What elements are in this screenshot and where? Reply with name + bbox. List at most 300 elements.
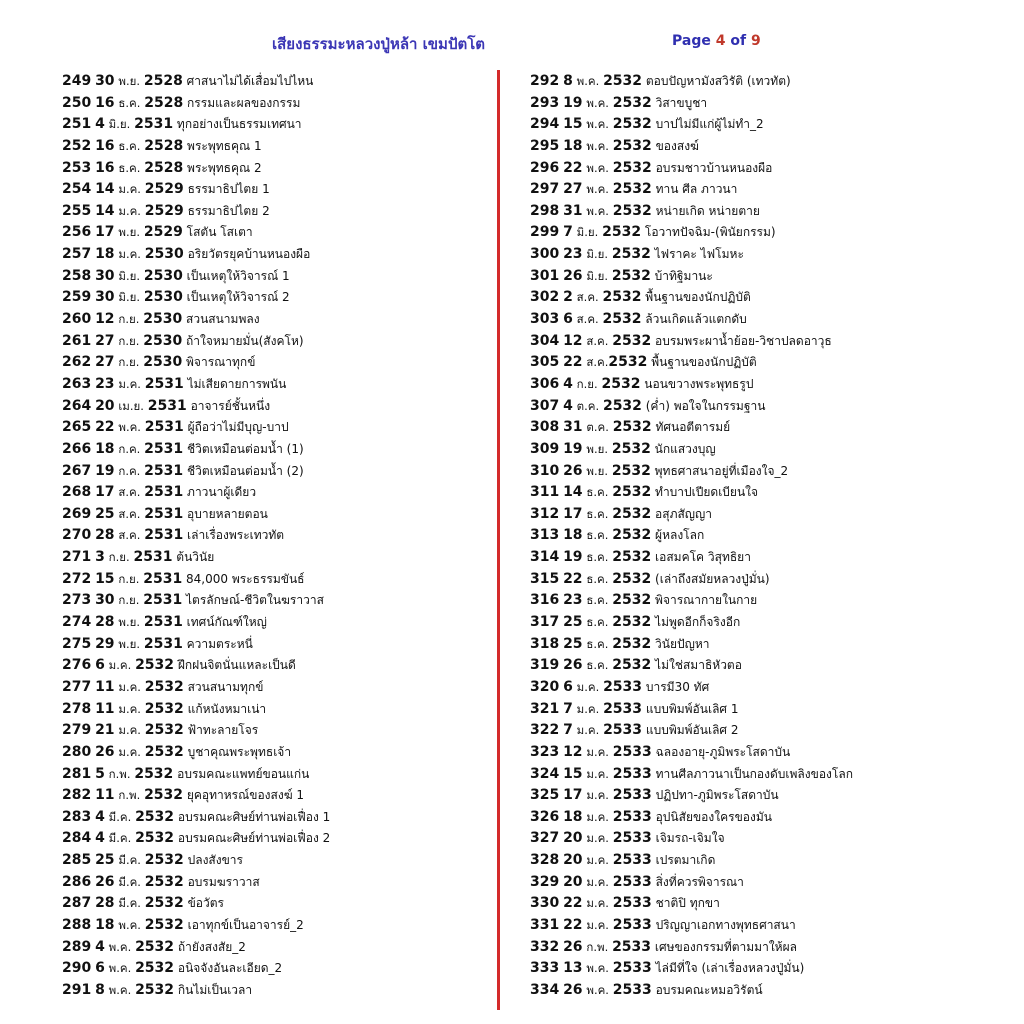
entry-number: 280 <box>62 743 92 760</box>
entry-year: 2532 <box>144 895 184 912</box>
entry-title: สิ่งที่ควรพิจารณา <box>655 874 744 889</box>
entry-number: 278 <box>62 700 92 717</box>
entry-number: 286 <box>62 873 92 890</box>
entry-title: วินัยปัญหา <box>655 636 710 651</box>
entry-day: 20 <box>563 830 583 847</box>
entry-number: 264 <box>62 397 92 414</box>
entry-number: 322 <box>530 722 560 739</box>
entry-title: ไม่เสียดายการพนัน <box>187 376 287 391</box>
entry-year: 2532 <box>612 419 652 436</box>
entry-month: มี.ค. <box>108 831 132 846</box>
entry-number: 299 <box>530 224 560 241</box>
entry-day: 11 <box>95 678 115 695</box>
entry-number: 253 <box>62 159 92 176</box>
entry-title: บาปไม่มีแก่ผู้ไม่ทำ_2 <box>655 117 764 132</box>
entry-year: 2533 <box>603 700 643 717</box>
entry-day: 7 <box>563 224 573 241</box>
list-item <box>530 244 1010 266</box>
entry-number: 311 <box>530 484 560 501</box>
entry-number: 296 <box>530 159 560 176</box>
entry-day: 25 <box>563 635 583 652</box>
list-item <box>62 309 492 331</box>
entry-month: ส.ค. <box>586 355 609 370</box>
right-column-list <box>530 71 1010 1002</box>
entry-month: ม.ค. <box>118 744 141 759</box>
entry-day: 11 <box>95 700 115 717</box>
entry-month: ส.ค. <box>118 485 141 500</box>
entry-number: 304 <box>530 332 560 349</box>
entry-day: 31 <box>563 202 583 219</box>
list-item <box>62 201 492 223</box>
list-item <box>530 71 1010 93</box>
entry-number: 298 <box>530 202 560 219</box>
entry-year: 2530 <box>143 311 183 328</box>
list-item <box>530 114 1010 136</box>
entry-month: มี.ค. <box>108 809 132 824</box>
entry-month: ธ.ค. <box>586 506 609 521</box>
entry-title: บารมี30 ทัศ <box>645 679 710 694</box>
entry-number: 263 <box>62 375 92 392</box>
entry-day: 8 <box>95 981 105 998</box>
list-item <box>530 309 1010 331</box>
entry-month: ก.ย. <box>118 312 140 327</box>
entry-month: ก.พ. <box>118 788 141 803</box>
entry-title: หน่ายเกิด หน่ายตาย <box>655 203 760 218</box>
entry-month: ม.ค. <box>118 679 141 694</box>
entry-year: 2530 <box>143 289 183 306</box>
entry-title: ต้นวินัย <box>176 550 215 565</box>
list-item <box>62 612 492 634</box>
list-item <box>530 828 1010 850</box>
entry-number: 306 <box>530 375 560 392</box>
entry-day: 18 <box>563 137 583 154</box>
entry-title: ยุคอุทาหรณ์ของสงฆ์ 1 <box>186 788 305 803</box>
entry-month: ก.ย. <box>118 571 140 586</box>
entry-title: ไม่พูดอีกก็จริงอีก <box>655 615 741 630</box>
page-current: 4 <box>715 33 726 49</box>
entry-number: 256 <box>62 224 92 241</box>
list-item <box>62 158 492 180</box>
entry-month: พ.ค. <box>576 74 600 88</box>
entry-year: 2532 <box>135 657 175 674</box>
entry-title: พื้นฐานของนักปฏิบัติ <box>651 355 757 370</box>
entry-year: 2532 <box>144 873 184 890</box>
entry-day: 19 <box>563 549 583 566</box>
entry-year: 2532 <box>135 981 175 998</box>
entry-month: ธ.ค. <box>586 658 609 673</box>
entry-year: 2529 <box>143 224 183 241</box>
entry-day: 8 <box>563 73 573 89</box>
entry-day: 7 <box>563 700 573 717</box>
entry-number: 327 <box>530 830 560 847</box>
entry-year: 2533 <box>612 743 652 760</box>
entry-day: 12 <box>95 311 115 328</box>
column-divider <box>497 70 500 1010</box>
entry-year: 2533 <box>612 895 652 912</box>
list-item <box>530 807 1010 829</box>
entry-month: พ.ค. <box>118 420 141 435</box>
entry-day: 14 <box>563 484 583 501</box>
entry-day: 4 <box>95 808 105 825</box>
entry-month: ธ.ค. <box>118 138 141 153</box>
entry-year: 2530 <box>143 354 183 371</box>
entry-year: 2528 <box>144 94 184 111</box>
list-item <box>530 158 1010 180</box>
entry-title: ผู้หลงโลก <box>655 528 705 543</box>
list-item <box>62 114 492 136</box>
list-item <box>62 655 492 677</box>
list-item <box>530 742 1010 764</box>
entry-year: 2532 <box>144 743 184 760</box>
list-item <box>62 93 492 115</box>
entry-number: 330 <box>530 895 560 912</box>
entry-year: 2533 <box>612 873 652 890</box>
entry-day: 26 <box>563 657 583 674</box>
entry-day: 26 <box>563 981 583 998</box>
entry-month: ต.ค. <box>586 420 609 435</box>
entry-number: 332 <box>530 938 560 955</box>
entry-title: กรรมและผลของกรรม <box>187 95 301 110</box>
entry-number: 289 <box>62 938 92 955</box>
entry-title: ชีวิตเหมือนต่อมน้ำ (1) <box>186 441 304 456</box>
entry-day: 19 <box>95 462 115 479</box>
entry-year: 2532 <box>144 787 184 804</box>
entry-month: ม.ค. <box>118 247 141 262</box>
entry-month: มิ.ย. <box>586 247 609 262</box>
entry-number: 324 <box>530 765 560 782</box>
entry-month: พ.ค. <box>586 203 609 218</box>
entry-title: เอาทุกข์เป็นอาจารย์_2 <box>187 917 304 932</box>
entry-day: 7 <box>563 722 573 739</box>
entry-day: 28 <box>95 895 115 912</box>
entry-day: 18 <box>95 246 115 263</box>
entry-year: 2533 <box>612 938 652 955</box>
entry-year: 2533 <box>612 960 652 977</box>
entry-day: 26 <box>95 873 115 890</box>
entry-day: 4 <box>95 830 105 847</box>
entry-month: พ.ค. <box>108 982 132 997</box>
entry-title: ทาน ศีล ภาวนา <box>655 182 738 197</box>
entry-month: ม.ค. <box>576 701 600 716</box>
entry-number: 295 <box>530 137 560 154</box>
entry-title: แบบพิมพ์อันเลิศ 1 <box>645 701 739 716</box>
entry-month: ก.ย. <box>118 593 140 608</box>
entry-month: ก.ค. <box>118 463 141 478</box>
entry-title: 84,000 พระธรรมขันธ์ <box>186 571 305 586</box>
entry-title: อบรมคณะศิษย์ท่านพ่อเฟื่อง 1 <box>177 809 331 824</box>
entry-month: ธ.ค. <box>118 160 141 175</box>
entry-day: 29 <box>95 635 115 652</box>
entry-day: 28 <box>95 614 115 631</box>
entry-number: 288 <box>62 916 92 933</box>
entry-year: 2532 <box>144 678 184 695</box>
entry-year: 2528 <box>144 137 184 154</box>
entry-title: พิจารณาทุกข์ <box>186 355 256 370</box>
list-item <box>530 396 1010 418</box>
entry-number: 328 <box>530 852 560 869</box>
list-item <box>62 525 492 547</box>
entry-year: 2532 <box>602 311 642 328</box>
list-item <box>530 569 1010 591</box>
entry-title: พื้นฐานของนักปฏิบัติ <box>645 290 751 305</box>
entry-month: พ.ย. <box>586 441 609 456</box>
entry-number: 274 <box>62 614 92 631</box>
entry-day: 22 <box>95 419 115 436</box>
entry-title: สวนสนามทุกข์ <box>187 679 264 694</box>
entry-month: มิ.ย. <box>576 225 599 240</box>
entry-title: ทานศีลภาวนาเป็นกองดับเพลิงของโลก <box>655 766 853 781</box>
list-item <box>530 720 1010 742</box>
list-item <box>530 612 1010 634</box>
list-item <box>530 785 1010 807</box>
entry-number: 312 <box>530 505 560 522</box>
entry-month: พ.ค. <box>118 917 141 932</box>
entry-title: เป็นเหตุให้วิจารณ์ 2 <box>186 290 290 305</box>
entry-year: 2532 <box>612 592 652 609</box>
entry-day: 22 <box>563 916 583 933</box>
entry-year: 2531 <box>144 440 184 457</box>
list-item <box>62 720 492 742</box>
entry-month: ส.ค. <box>118 506 141 521</box>
entry-year: 2532 <box>612 159 652 176</box>
list-item <box>530 287 1010 309</box>
entry-title: เป็นเหตุให้วิจารณ์ 1 <box>186 268 290 283</box>
entry-day: 20 <box>563 852 583 869</box>
document-title: เสียงธรรมะหลวงปู่หล้า เขมปัตโต <box>272 35 486 53</box>
entry-title: เอสมคโค วิสุทธิยา <box>655 550 751 565</box>
entry-day: 30 <box>95 289 115 306</box>
entry-day: 25 <box>563 614 583 631</box>
entry-day: 23 <box>563 246 583 263</box>
entry-month: ธ.ค. <box>118 95 141 110</box>
list-item <box>62 677 492 699</box>
entry-month: ม.ค. <box>108 658 132 673</box>
entry-year: 2531 <box>143 592 183 609</box>
entry-year: 2533 <box>612 830 652 847</box>
entry-title: นอนขวางพระพุทธรูป <box>644 376 754 391</box>
entry-day: 22 <box>563 895 583 912</box>
entry-year: 2531 <box>143 570 183 587</box>
entry-title: (ค่ำ) พอใจในกรรมฐาน <box>645 398 766 413</box>
entry-day: 25 <box>95 852 115 869</box>
entry-title: อบรมคณะศิษย์ท่านพ่อเฟื่อง 2 <box>177 831 331 846</box>
entry-day: 4 <box>563 375 573 392</box>
entry-number: 272 <box>62 570 92 587</box>
entry-number: 282 <box>62 787 92 804</box>
entry-year: 2532 <box>611 267 651 284</box>
entry-month: ม.ค. <box>576 679 600 694</box>
entry-title: อบรมคณะหมอวิรัตน์ <box>655 982 763 997</box>
entry-number: 303 <box>530 311 560 328</box>
entry-year: 2532 <box>135 830 175 847</box>
entry-title: ภาวนาผู้เดียว <box>187 485 257 500</box>
entry-year: 2532 <box>612 484 652 501</box>
entry-month: ม.ค. <box>586 788 609 803</box>
list-item <box>62 742 492 764</box>
entry-year: 2532 <box>612 657 652 674</box>
entry-year: 2532 <box>612 635 652 652</box>
entry-year: 2533 <box>612 808 652 825</box>
list-item <box>530 352 1010 374</box>
entry-number: 292 <box>530 73 560 89</box>
list-item <box>530 136 1010 158</box>
entry-month: ม.ค. <box>586 917 609 932</box>
entry-year: 2533 <box>612 787 652 804</box>
entry-year: 2531 <box>147 397 187 414</box>
entry-month: พ.ค. <box>586 961 609 976</box>
entry-number: 297 <box>530 181 560 198</box>
list-item <box>62 71 492 93</box>
entry-title: นักแสวงบุญ <box>654 441 716 456</box>
entry-year: 2531 <box>144 484 184 501</box>
entry-year: 2532 <box>602 289 642 306</box>
list-item <box>62 504 492 526</box>
entry-year: 2532 <box>611 440 651 457</box>
entry-number: 302 <box>530 289 560 306</box>
list-item <box>62 937 492 959</box>
entry-title: บ้าทิฐิมานะ <box>654 268 713 283</box>
entry-year: 2532 <box>144 852 184 869</box>
entry-month: ม.ค. <box>118 182 141 197</box>
entry-title: อริยวัตรยุคบ้านหนองผือ <box>187 247 311 262</box>
entry-year: 2533 <box>612 852 652 869</box>
list-item <box>530 958 1010 980</box>
entry-year: 2530 <box>143 332 183 349</box>
entry-month: มิ.ย. <box>108 117 131 132</box>
entry-number: 321 <box>530 700 560 717</box>
list-item <box>530 590 1010 612</box>
entry-number: 251 <box>62 116 92 133</box>
entry-month: ม.ค. <box>118 203 141 218</box>
entry-month: พ.ค. <box>586 160 609 175</box>
entry-title: ข้อวัตร <box>187 896 224 911</box>
entry-number: 290 <box>62 960 92 977</box>
entry-title: ฟ้าทะลายโจร <box>187 723 259 738</box>
entry-year: 2532 <box>608 354 648 371</box>
entry-number: 275 <box>62 635 92 652</box>
entry-number: 315 <box>530 570 560 587</box>
entry-number: 269 <box>62 505 92 522</box>
entry-month: ม.ค. <box>586 831 609 846</box>
entry-month: ก.ย. <box>108 550 130 565</box>
list-item <box>62 699 492 721</box>
entry-title: อสุภสัญญา <box>655 506 712 521</box>
entry-number: 314 <box>530 549 560 566</box>
list-item <box>62 266 492 288</box>
entry-title: ไฟราคะ ไฟโมหะ <box>654 247 744 262</box>
entry-day: 17 <box>563 505 583 522</box>
entry-day: 14 <box>95 202 115 219</box>
list-item <box>62 893 492 915</box>
entry-number: 273 <box>62 592 92 609</box>
page-prefix: Page <box>672 33 711 49</box>
entry-year: 2531 <box>144 419 184 436</box>
entry-month: พ.ค. <box>586 95 609 110</box>
entry-number: 276 <box>62 657 92 674</box>
entry-number: 309 <box>530 440 560 457</box>
entry-month: ม.ค. <box>586 744 609 759</box>
list-item <box>62 374 492 396</box>
entry-month: ก.พ. <box>586 939 609 954</box>
entry-day: 4 <box>95 938 105 955</box>
entry-day: 17 <box>95 224 115 241</box>
entry-day: 19 <box>563 440 583 457</box>
entry-number: 260 <box>62 311 92 328</box>
list-item <box>62 958 492 980</box>
entry-day: 15 <box>563 116 583 133</box>
entry-day: 11 <box>95 787 115 804</box>
entry-title: พระพุทธคุณ 1 <box>187 138 262 153</box>
entry-month: มี.ค. <box>118 874 141 889</box>
list-item <box>530 439 1010 461</box>
entry-day: 27 <box>95 354 115 371</box>
entry-title: ปลงสังขาร <box>187 853 243 868</box>
entry-title: เจิมรถ-เจิมใจ <box>655 831 725 846</box>
entry-title: ฝึกฝนจิตนั่นแหละเป็นดี <box>177 658 296 673</box>
entry-number: 326 <box>530 808 560 825</box>
list-item <box>530 266 1010 288</box>
entry-day: 22 <box>563 159 583 176</box>
entry-day: 4 <box>563 397 573 414</box>
entry-number: 300 <box>530 246 560 263</box>
entry-month: พ.ย. <box>118 615 141 630</box>
entry-title: แบบพิมพ์อันเลิศ 2 <box>645 723 739 738</box>
entry-year: 2532 <box>602 224 642 241</box>
list-item <box>62 634 492 656</box>
entry-title: บูชาคุณพระพุทธเจ้า <box>187 744 292 759</box>
entry-day: 22 <box>563 570 583 587</box>
entry-month: ธ.ค. <box>586 593 609 608</box>
entry-number: 284 <box>62 830 92 847</box>
entry-title: ไตรลักษณ์-ชีวิตในฆราวาส <box>186 593 324 608</box>
entry-month: ธ.ค. <box>586 528 609 543</box>
entry-day: 30 <box>95 267 115 284</box>
entry-day: 13 <box>563 960 583 977</box>
list-item <box>62 915 492 937</box>
entry-day: 4 <box>95 116 105 133</box>
list-item <box>62 352 492 374</box>
entry-number: 281 <box>62 765 92 782</box>
entry-year: 2532 <box>144 916 184 933</box>
entry-title: เศษของกรรมที่ตามมาให้ผล <box>654 939 797 954</box>
entry-title: ธรรมาธิปไตย 2 <box>187 203 270 218</box>
entry-day: 14 <box>95 181 115 198</box>
list-item <box>530 525 1010 547</box>
list-item <box>62 396 492 418</box>
entry-year: 2531 <box>143 635 183 652</box>
entry-year: 2532 <box>612 332 652 349</box>
entry-number: 334 <box>530 981 560 998</box>
page-header <box>0 30 1024 56</box>
entry-month: ก.ย. <box>118 333 140 348</box>
list-item <box>62 439 492 461</box>
list-item <box>62 569 492 591</box>
entry-year: 2529 <box>144 202 184 219</box>
entry-title: ทัศนอตีตารมย์ <box>655 420 731 435</box>
list-item <box>62 136 492 158</box>
list-item <box>530 634 1010 656</box>
page-total: 9 <box>750 33 761 49</box>
entry-day: 26 <box>563 938 583 955</box>
entry-title: แก้หนังหมาเน่า <box>187 701 267 716</box>
entry-month: ม.ค. <box>118 376 141 391</box>
entry-number: 261 <box>62 332 92 349</box>
list-item <box>530 547 1010 569</box>
entry-month: ส.ค. <box>118 528 141 543</box>
entry-day: 21 <box>95 722 115 739</box>
entry-number: 317 <box>530 614 560 631</box>
entry-day: 18 <box>95 440 115 457</box>
